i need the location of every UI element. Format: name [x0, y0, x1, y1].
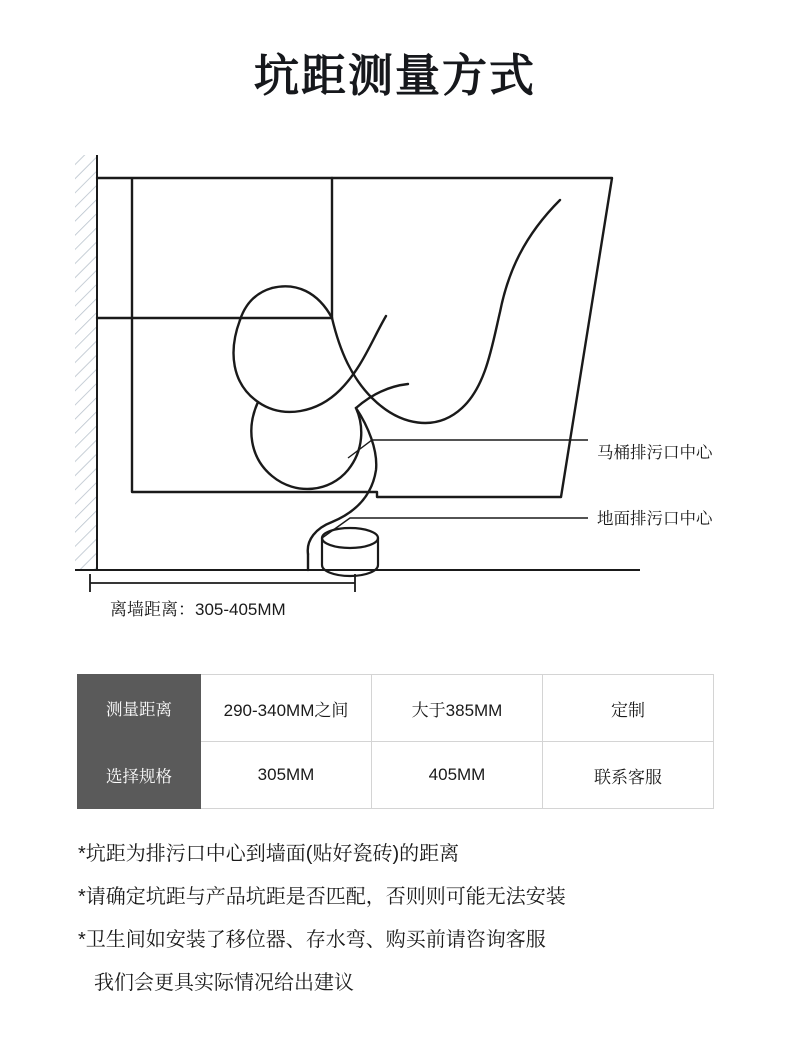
wall-distance-label: 离墙距离：305-405MM — [110, 600, 286, 619]
cell-spec-1: 305MM — [201, 742, 372, 809]
row-header-select-spec: 选择规格 — [78, 742, 201, 809]
cell-spec-3: 联系客服 — [543, 742, 714, 809]
page-title: 坑距测量方式 — [253, 50, 536, 101]
toilet-outline — [97, 178, 612, 497]
notes-block — [78, 836, 738, 1008]
cell-measure-range-2: 大于385MM — [372, 675, 543, 742]
wall-distance-dimension — [90, 574, 355, 592]
table-row — [78, 675, 714, 742]
toilet-bowl-curves — [234, 200, 560, 570]
row-header-measure-distance: 测量距离 — [78, 675, 201, 742]
table-row — [78, 742, 714, 809]
cell-measure-range-1: 290-340MM之间 — [201, 675, 372, 742]
note-line-2: *请确定坑距与产品坑距是否匹配，否则则可能无法安装 — [78, 886, 566, 908]
spec-table — [77, 674, 714, 809]
note-line-1: *坑距为排污口中心到墙面(贴好瓷砖)的距离 — [78, 843, 460, 865]
floor-outlet-pipe — [322, 528, 378, 576]
wall-hatching — [75, 155, 97, 570]
callout-toilet-outlet-label: 马桶排污口中心 — [597, 444, 713, 462]
toilet-measurement-diagram — [0, 140, 790, 640]
callout-leader-lines — [322, 440, 588, 538]
note-line-4: 我们会更具实际情况给出建议 — [94, 972, 354, 994]
note-line-3: *卫生间如安装了移位器、存水弯、购买前请咨询客服 — [78, 929, 546, 951]
cell-spec-2: 405MM — [372, 742, 543, 809]
cell-measure-range-3: 定制 — [543, 675, 714, 742]
callout-floor-outlet-label: 地面排污口中心 — [597, 510, 713, 528]
